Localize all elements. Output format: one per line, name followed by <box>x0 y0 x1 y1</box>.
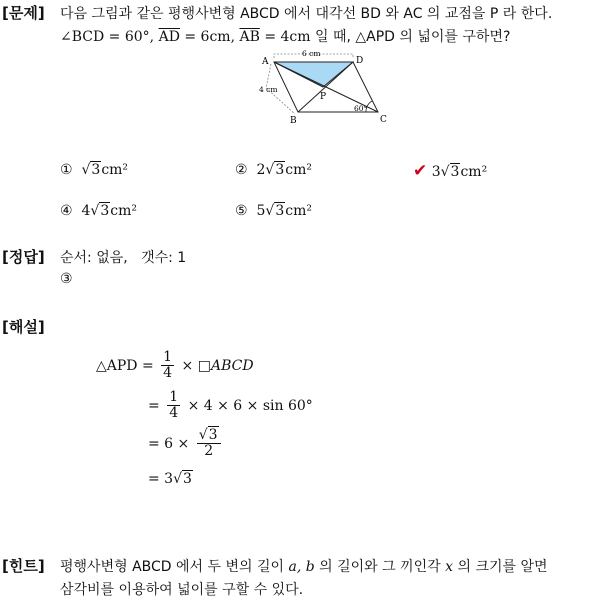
hint-line-1 <box>60 556 548 576</box>
expl-l2-fraction: $\frac{1}{4}$ <box>169 389 179 422</box>
expl-l4-pre: = 3 <box>148 471 174 487</box>
expl-l2-rest: × 4 × 6 × sin 60° <box>187 397 313 414</box>
explanation-line-3 <box>148 428 224 460</box>
hint-var-a: a, <box>288 559 302 575</box>
expl-l1-lhs: △APD = <box>96 357 154 374</box>
selected-check-icon: ✔ <box>413 161 428 181</box>
choice-3-coef: 3 <box>431 164 441 180</box>
answer-label: [정답] <box>2 248 45 266</box>
answer-meta <box>60 247 186 267</box>
explanation-line-1 <box>96 350 254 382</box>
choice-5-number: ⑤ <box>235 203 248 219</box>
expl-l1-fraction: $\frac{1}{4}$ <box>163 349 173 382</box>
triangle-apd-fill <box>274 62 353 87</box>
choice-4-unit: cm² <box>110 203 137 219</box>
expl-l1-rest: × □ <box>181 357 211 374</box>
side-length-label: 4 cm <box>259 85 278 94</box>
choice-5[interactable] <box>235 203 312 219</box>
choice-5-coef: 5 <box>256 203 266 219</box>
answer-count: 갯수: 1 <box>141 250 187 266</box>
segment-ad-value: = 6cm, <box>179 29 236 45</box>
choice-3-unit: cm² <box>460 164 488 180</box>
expl-l4-radical: √3 <box>173 471 192 487</box>
parallelogram-figure <box>258 48 392 126</box>
choice-1-unit: cm² <box>101 162 129 178</box>
choice-2[interactable] <box>235 162 312 178</box>
problem-line-1: 다음 그림과 같은 평행사변형 ABCD 에서 대각선 BD 와 AC 의 교점을 P 라 한다. <box>60 6 553 22</box>
angle-label: 60° <box>354 104 368 113</box>
choice-2-radical: √3 <box>265 162 285 178</box>
hint-text-c: 의 크기를 알면 <box>457 559 548 575</box>
explanation-label: [해설] <box>2 318 45 336</box>
answer-value: ③ <box>60 271 73 287</box>
choice-4-radical: √3 <box>90 203 110 219</box>
vertex-a: A <box>262 57 269 67</box>
top-length-label: 6 cm <box>302 49 321 58</box>
choice-3-radical: √3 <box>440 164 460 180</box>
point-p: P <box>320 92 327 102</box>
expl-l3-pre: = 6 × <box>148 435 190 452</box>
choice-5-unit: cm² <box>285 203 312 219</box>
hint-var-x: x <box>445 559 454 575</box>
segment-ab-value: = 4cm <box>259 29 311 45</box>
vertex-d: D <box>356 56 364 66</box>
angle-condition: ∠BCD = 60°, <box>60 29 155 45</box>
choice-3[interactable] <box>413 161 487 181</box>
expl-l3-fraction: $\frac{√3}{2}$ <box>197 428 221 460</box>
problem-label: [문제] <box>2 4 45 22</box>
hint-label: [힌트] <box>2 557 45 575</box>
explanation-line-4 <box>148 471 193 487</box>
vertex-c: C <box>380 115 387 125</box>
choice-2-unit: cm² <box>285 162 312 178</box>
segment-ab: $\overline{AB}$ <box>239 29 260 45</box>
explanation-line-2 <box>148 390 313 422</box>
vertex-b: B <box>290 116 297 126</box>
choice-5-radical: √3 <box>265 203 285 219</box>
choice-1[interactable] <box>60 162 128 178</box>
choice-4-number: ④ <box>60 203 73 219</box>
choice-2-number: ② <box>235 162 248 178</box>
problem-line-2 <box>60 26 510 46</box>
hint-text-a: 평행사변형 ABCD 에서 두 변의 길이 <box>60 559 285 575</box>
problem-question: 일 때, △APD 의 넓이를 구하면? <box>315 29 511 45</box>
choice-2-coef: 2 <box>256 162 266 178</box>
expl-l2-eq: = <box>148 397 160 414</box>
segment-ad: $\overline{AD}$ <box>158 29 180 45</box>
answer-order: 순서: 없음, <box>60 250 128 266</box>
choice-1-radical: √3 <box>81 162 101 178</box>
expl-l1-abcd: ABCD <box>210 357 254 374</box>
hint-text-b: 의 길이와 그 끼인각 <box>319 559 441 575</box>
hint-var-b: b <box>305 559 315 575</box>
choice-1-number: ① <box>60 162 73 178</box>
hint-line-2: 삼각비를 이용하여 넓이를 구할 수 있다. <box>60 582 304 598</box>
choice-4-coef: 4 <box>81 203 91 219</box>
choice-4[interactable] <box>60 203 137 219</box>
